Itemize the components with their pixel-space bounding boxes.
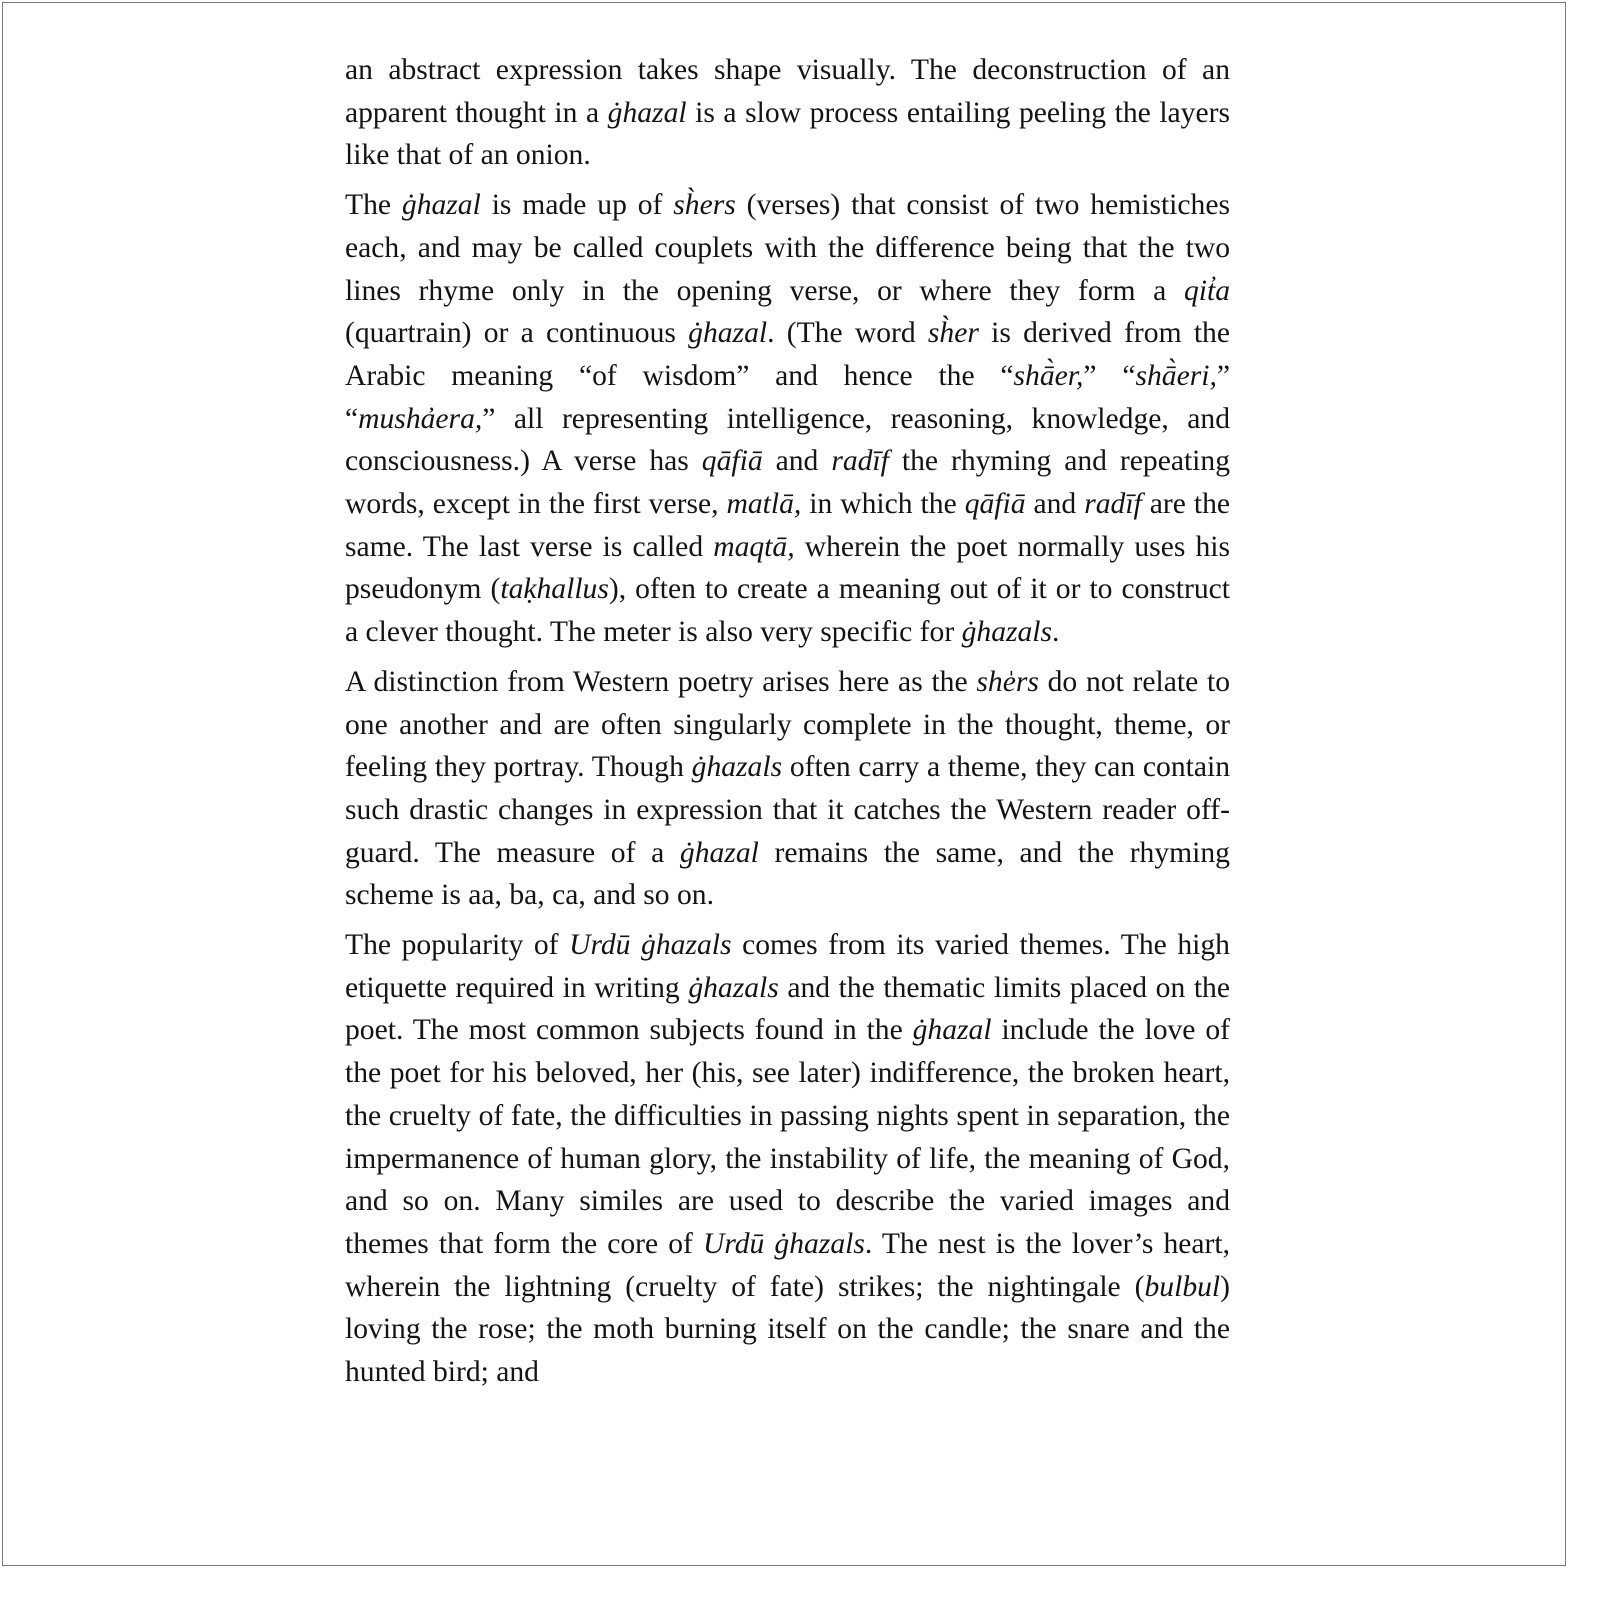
text-run: and <box>1025 488 1085 521</box>
text-run: are the same. The last verse is called <box>345 488 1231 563</box>
text-run: . (The word <box>767 317 928 350</box>
text-run: the rhyming and repeating words, except in the first verse, <box>345 445 1230 521</box>
italic-term: ġhazal <box>912 1014 992 1047</box>
paragraph-4 <box>345 924 1230 1394</box>
italic-term: ġhazals <box>688 971 779 1004</box>
italic-term: ġhazal <box>688 317 768 350</box>
text-run: ) loving the rose; the moth burning itself on the candle; the snare and the hunted bird; and <box>345 1270 1230 1389</box>
text-run: . The nest is the lover’s heart, wherein the lightning (cruelty of fate) strikes; the nightingale ( <box>345 1227 1230 1303</box>
paragraph-2 <box>345 184 1230 654</box>
italic-term: sh̀ers <box>673 189 736 222</box>
italic-term: maqtā, <box>713 530 795 563</box>
italic-term: sh̀er <box>927 317 979 350</box>
italic-term: shā̀eri, <box>1135 359 1217 392</box>
text-run: is derived from the Arabic meaning “of wisdom” and hence the “ <box>345 317 1230 392</box>
italic-term: Urdū ġhazals <box>569 929 732 962</box>
italic-term: shā̀er, <box>1013 359 1084 392</box>
text-run: (quartrain) or a continuous <box>345 317 689 350</box>
italic-term: taḳhallus <box>500 573 609 606</box>
italic-term: qāfiā <box>964 488 1026 521</box>
paragraph-1 <box>345 49 1230 177</box>
text-run: The <box>345 189 402 222</box>
text-run: comes from its varied themes. The high etiquette required in writing <box>345 929 1230 1004</box>
italic-term: matlā, <box>726 488 802 521</box>
text-run: ), often to create a meaning out of it or to construct a clever thought. The meter is also very specific for <box>345 573 1230 649</box>
text-run: . <box>1052 616 1060 649</box>
italic-term: qit̓a <box>1183 274 1230 307</box>
italic-term: musha̓era, <box>358 402 483 435</box>
italic-term: ġhazals <box>961 616 1053 649</box>
italic-term: ġhazal <box>401 189 481 222</box>
text-run: The popularity of <box>345 929 570 962</box>
text-run: and the thematic limits placed on the poet. The most common subjects found in the <box>345 971 1230 1047</box>
italic-term: ġhazal <box>679 836 759 869</box>
text-run: A distinction from Western poetry arises here as the <box>345 665 977 698</box>
text-run: often carry a theme, they can contain such drastic changes in expression that it catches the Western reader off-guard. The measure of a <box>345 751 1230 869</box>
text-run: in which the <box>801 488 965 521</box>
text-run: remains the same, and the rhyming scheme is aa, ba, ca, and so on. <box>345 836 1230 912</box>
text-run: ” all representing intelligence, reasoning, knowledge, and consciousness.) A verse has <box>345 402 1230 478</box>
text-run: do not relate to one another and are often singularly complete in the thought, theme, or feeling they portray. Though <box>345 665 1230 784</box>
italic-term: radīf <box>1084 488 1142 521</box>
italic-term: ġhazals <box>691 751 783 784</box>
text-run: and <box>762 445 832 478</box>
text-run: (verses) that consist of two hemistiches each, and may be called couplets with the difference being that the two lines rhyme only in the opening verse, or where they form a <box>345 189 1230 307</box>
italic-term: qāfiā <box>701 445 763 478</box>
italic-term: ġhazal <box>607 96 687 129</box>
italic-term: she̍rs <box>976 665 1039 698</box>
text-run: include the love of the poet for his beloved, her (his, see later) indifference, the broken heart, the cruelty of fate, the difficulties in passing nights spent in separation, the impermanence of human glory, the instability of life, the meaning of God, and so on. Many similes are used to describe the varied images and themes that form the core of <box>345 1014 1230 1260</box>
italic-term: Urdū ġhazals <box>702 1227 865 1260</box>
text-run: is a slow process entailing peeling the layers like that of an onion. <box>345 96 1230 172</box>
paragraph-3 <box>345 661 1230 917</box>
document-page <box>2 2 1566 1566</box>
italic-term: radīf <box>831 445 889 478</box>
text-run: is made up of <box>480 189 674 222</box>
italic-term: bulbul <box>1144 1270 1221 1303</box>
text-run: ” “ <box>345 359 1231 435</box>
body-text <box>345 49 1230 1394</box>
text-run: ” “ <box>1083 359 1136 392</box>
text-run: wherein the poet normally uses his pseudonym ( <box>345 530 1230 606</box>
text-run: an abstract expression takes shape visually. The deconstruction of an apparent thought in a <box>345 54 1230 129</box>
